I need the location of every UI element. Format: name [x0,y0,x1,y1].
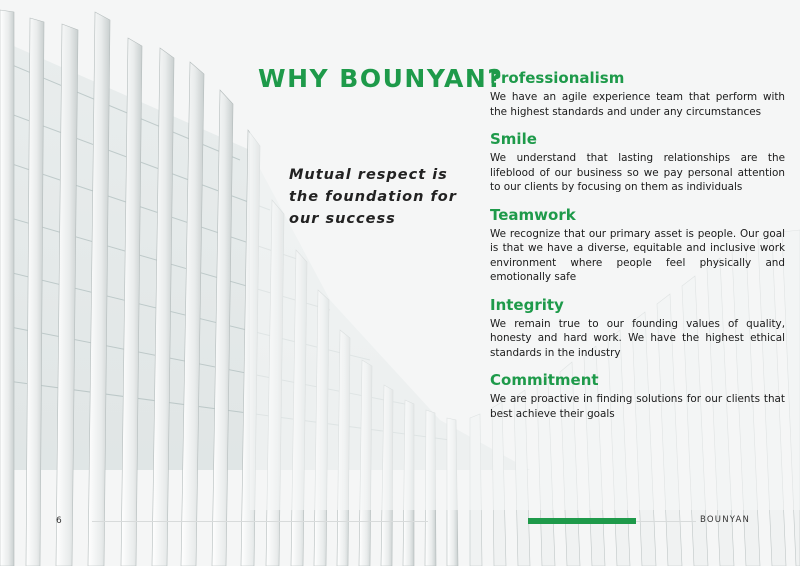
value-heading: Integrity [490,295,564,314]
value-item-teamwork [490,205,785,285]
value-heading: Teamwork [490,205,576,224]
footer-accent-bar [528,518,636,524]
value-text: We are proactive in finding solutions for our clients that best achieve their goals [490,393,785,420]
value-text: We understand that lasting relationships are the lifeblood of our business so we pay personal attention to our clients by focusing on them as individuals [490,152,785,193]
value-item-commitment [490,370,785,421]
value-item-smile [490,129,785,195]
values-list [490,68,785,431]
page-title: WHY BOUNYAN? [258,64,504,93]
value-text: We recognize that our primary asset is people. Our goal is that we have a diverse, equitable and inclusive work environment where people feel physically and emotionally safe [490,227,785,283]
value-heading: Smile [490,130,537,148]
tagline: Mutual respect is the foundation for our success [289,167,457,227]
value-item-integrity [490,295,785,361]
footer-divider-right [636,521,696,522]
value-heading: Commitment [490,371,599,389]
footer-brand: BOUNYAN [700,515,751,525]
value-text: We remain true to our founding values of quality, honesty and hard work. We have the highest ethical standards in the industry [490,317,785,359]
value-item-professionalism [490,68,785,119]
value-text: We have an agile experience team that perform with the highest standards and under any circumstances [490,91,785,118]
value-heading: Professionalism [490,69,625,87]
page-number: 6 [56,516,62,526]
footer-divider-left [92,521,428,522]
